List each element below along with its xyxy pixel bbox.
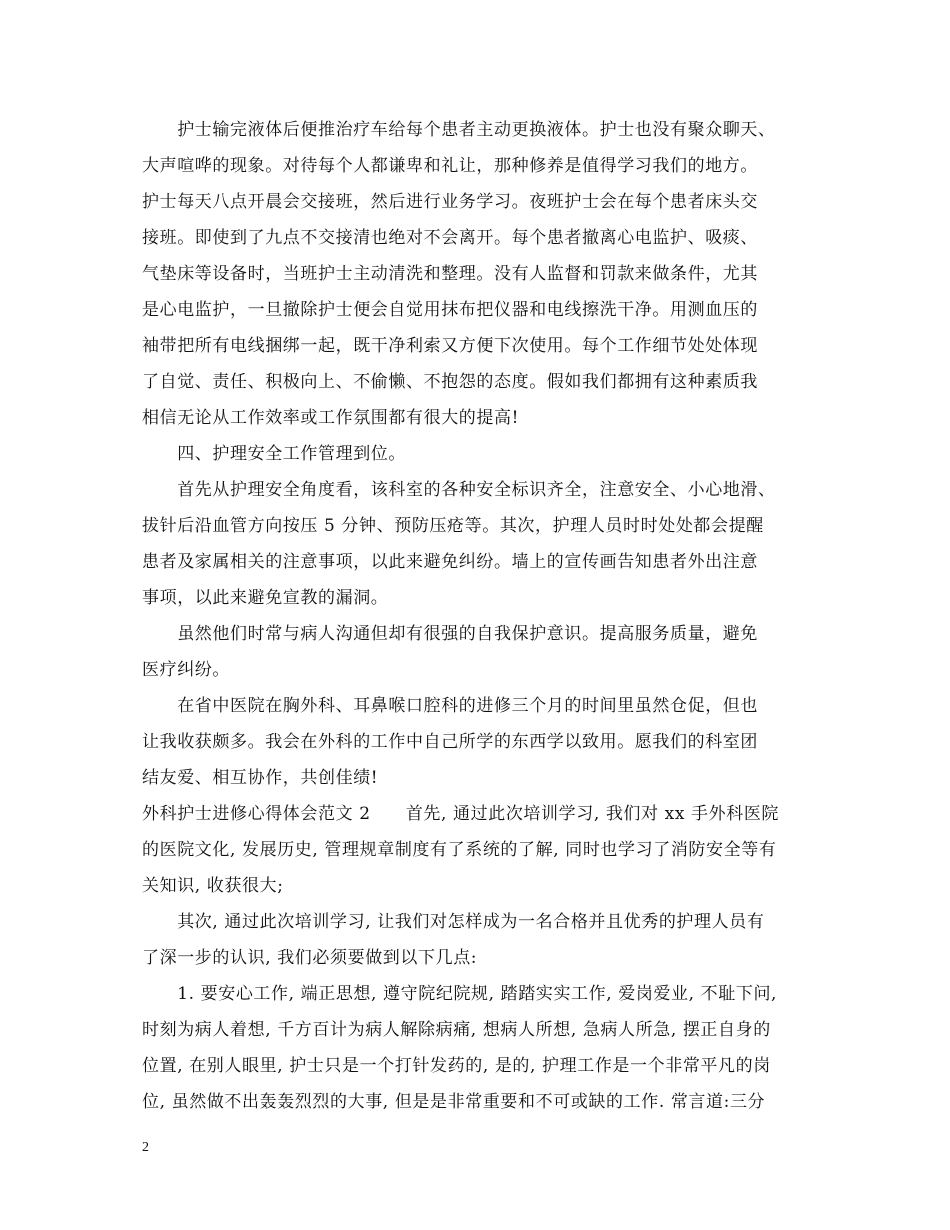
- text-line: 是心电监护，一旦撤除护士便会自觉用抹布把仪器和电线擦洗干净。用测血压的: [142, 300, 758, 320]
- text-line: 气垫床等设备时，当班护士主动清洗和整理。没有人监督和罚款来做条件，尤其: [142, 264, 758, 284]
- text-line: 相信无论从工作效率或工作氛围都有很大的提高!: [142, 408, 520, 428]
- text-line: 位, 虽然做不出轰轰烈烈的大事, 但是是非常重要和不可或缺的工作. 常言道:三分: [142, 1092, 766, 1112]
- text-line: 了自觉、责任、积极向上、不偷懒、不抱怨的态度。假如我们都拥有这种素质我: [142, 372, 758, 392]
- section-heading: 四、护理安全工作管理到位。: [142, 444, 406, 464]
- text-line: 事项，以此来避免宣教的漏洞。: [142, 588, 389, 608]
- text-line: 袖带把所有电线捆绑一起，既干净利索又方便下次使用。每个工作细节处处体现: [142, 336, 758, 356]
- text-line: 接班。即使到了九点不交接清也绝对不会离开。每个患者撤离心电监护、吸痰、: [142, 228, 758, 248]
- text-line: 其次, 通过此次培训学习, 让我们对怎样成为一名合格并且优秀的护理人员有: [142, 912, 765, 932]
- text-line: 位置, 在别人眼里, 护士只是一个打针发药的, 是的, 护理工作是一个非常平凡的岗: [142, 1056, 771, 1076]
- text-line: 拔针后沿血管方向按压 5 分钟、预防压疮等。其次，护理人员时时处处都会提醒: [142, 516, 764, 536]
- text-line: 关知识, 收获很大;: [142, 876, 284, 896]
- text-line: 了深一步的认识, 我们必须要做到以下几点:: [142, 948, 478, 968]
- text-line: 虽然他们时常与病人沟通但却有很强的自我保护意识。提高服务质量，避免: [142, 624, 758, 644]
- text-line: 让我收获颇多。我会在外科的工作中自己所学的东西学以致用。愿我们的科室团: [142, 732, 758, 752]
- text-line: 医疗纠纷。: [142, 660, 230, 680]
- text-line: 结友爱、相互协作，共创佳绩!: [142, 768, 379, 788]
- text-line: 首先从护理安全角度看，该科室的各种安全标识齐全，注意安全、小心地滑、: [142, 480, 776, 500]
- text-line: 的医院文化, 发展历史, 管理规章制度有了系统的了解, 同时也学习了消防安全等有: [142, 840, 777, 860]
- text-line: 在省中医院在胸外科、耳鼻喉口腔科的进修三个月的时间里虽然仓促，但也: [142, 696, 758, 716]
- text-line: 大声喧哗的现象。对待每个人都谦卑和礼让，那种修养是值得学习我们的地方。: [142, 156, 758, 176]
- text-line: 护士输完液体后便推治疗车给每个患者主动更换液体。护士也没有聚众聊天、: [142, 120, 776, 140]
- text-line: 护士每天八点开晨会交接班，然后进行业务学习。夜班护士会在每个患者床头交: [142, 192, 758, 212]
- text-line: 1. 要安心工作, 端正思想, 遵守院纪院规, 踏踏实实工作, 爱岗爱业, 不耻下问,: [142, 984, 778, 1004]
- text-line: 患者及家属相关的注意事项，以此来避免纠纷。墙上的宣传画告知患者外出注意: [142, 552, 758, 572]
- text-line: 时刻为病人着想, 千方百计为病人解除病痛, 想病人所想, 急病人所急, 摆正自身的: [142, 1020, 771, 1040]
- text-line: 外科护士进修心得体会范文 2 首先, 通过此次培训学习, 我们对 xx 手外科医院: [142, 804, 780, 824]
- page-number: 2: [142, 1140, 149, 1155]
